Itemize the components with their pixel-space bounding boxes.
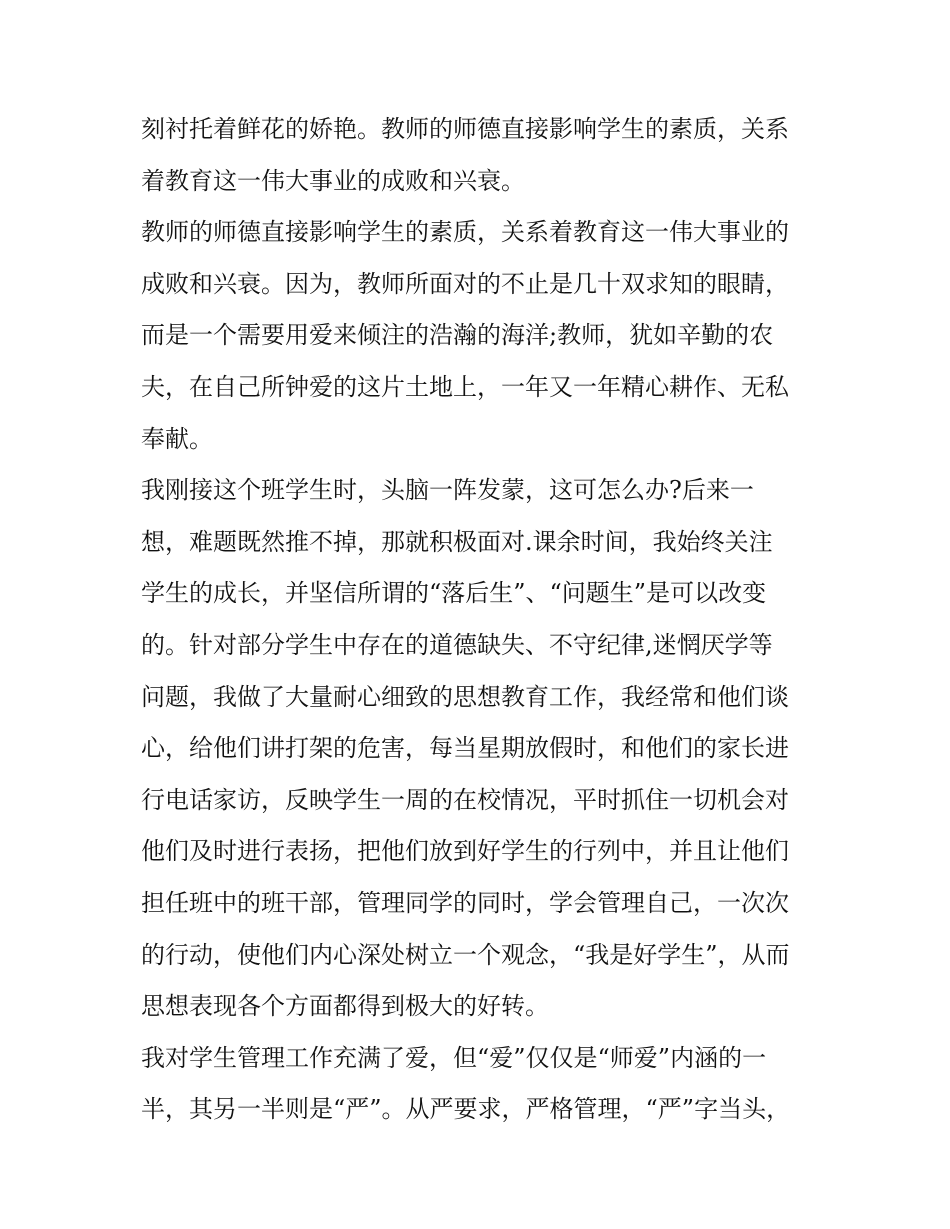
- text-line: 思想表现各个方面都得到极大的好转。: [141, 992, 549, 1021]
- text-line: 夫，在自己所钟爱的这片土地上，一年又一年精心耕作、无私: [141, 372, 789, 401]
- text-line: 奉献。: [141, 424, 213, 453]
- text-line: 教师的师德直接影响学生的素质，关系着教育这一伟大事业的: [141, 218, 789, 247]
- text-line: 而是一个需要用爱来倾注的浩瀚的海洋;教师，犹如辛勤的农: [141, 321, 774, 350]
- text-line: 成败和兴衰。因为，教师所面对的不止是几十双求知的眼睛，: [141, 269, 789, 298]
- text-line: 想，难题既然推不掉，那就积极面对.课余时间，我始终关注: [141, 527, 773, 556]
- text-line: 我刚接这个班学生时，头脑一阵发蒙，这可怎么办?后来一: [141, 476, 754, 505]
- text-line: 他们及时进行表扬，把他们放到好学生的行列中，并且让他们: [141, 837, 789, 866]
- text-line: 半，其另一半则是“严”。从严要求，严格管理，“严”字当头，: [141, 1095, 791, 1124]
- text-line: 行电话家访，反映学生一周的在校情况，平时抓住一切机会对: [141, 785, 789, 814]
- text-line: 的行动，使他们内心深处树立一个观念，“我是好学生”，从而: [141, 940, 790, 969]
- text-line: 担任班中的班干部，管理同学的同时，学会管理自己，一次次: [141, 888, 789, 917]
- text-line: 问题，我做了大量耐心细致的思想教育工作，我经常和他们谈: [141, 682, 789, 711]
- document-body: [141, 104, 831, 1136]
- text-line: 着教育这一伟大事业的成败和兴衰。: [141, 166, 525, 195]
- text-line: 学生的成长，并坚信所谓的“落后生”、“问题生”是可以改变: [141, 579, 767, 608]
- text-line: 刻衬托着鲜花的娇艳。教师的师德直接影响学生的素质，关系: [141, 115, 789, 143]
- text-line: 心，给他们讲打架的危害，每当星期放假时，和他们的家长进: [141, 734, 789, 763]
- text-line: 的。针对部分学生中存在的道德缺失、不守纪律,迷惘厌学等: [141, 630, 773, 659]
- text-line: 我对学生管理工作充满了爱，但“爱”仅仅是“师爱”内涵的一: [141, 1043, 767, 1072]
